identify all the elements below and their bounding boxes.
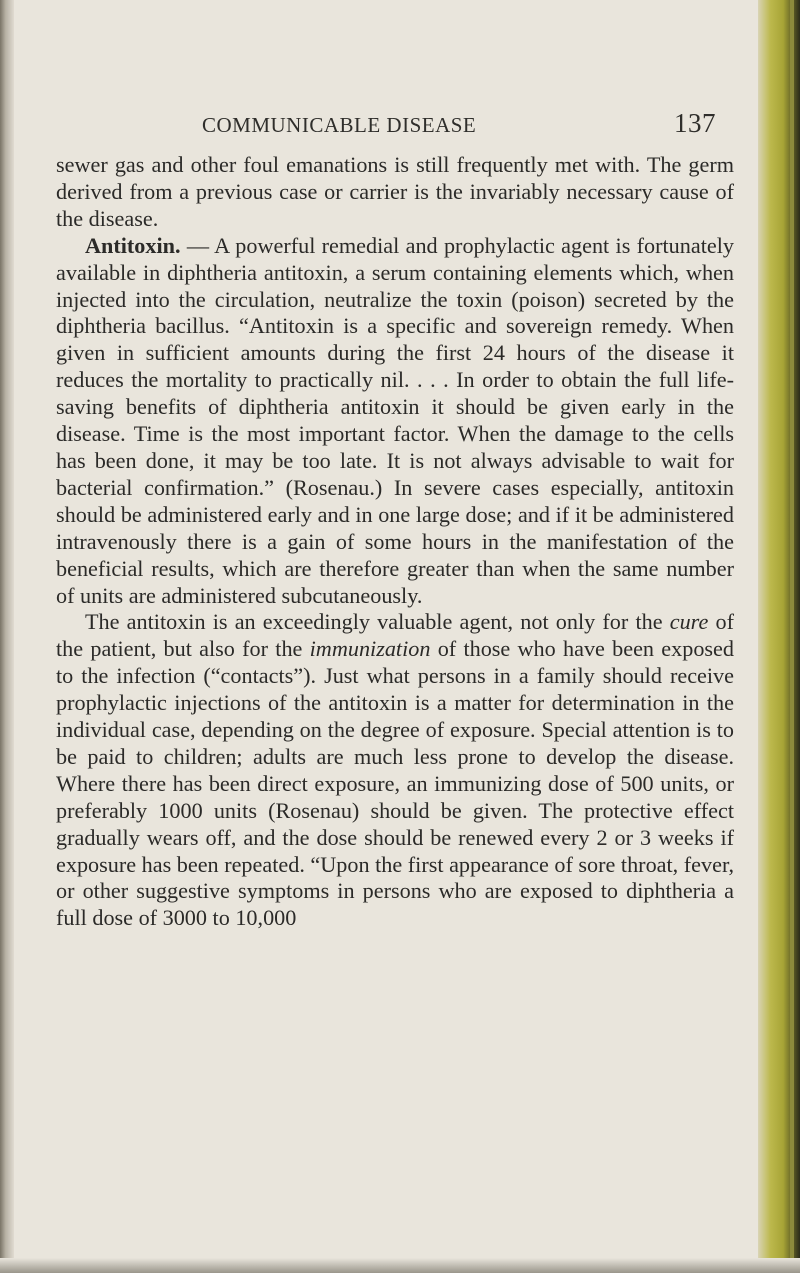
emphasis-cure: cure <box>669 609 709 635</box>
paragraph-continuation <box>56 152 734 233</box>
emphasis-immunization: immunization <box>309 636 431 662</box>
page-edge-line <box>790 0 794 1273</box>
paragraph-text: of those who have been exposed to the infection (“contacts”). Just what persons in a family should receive prophylactic injections of the antitoxin is a matter for determination in the individual case, depending on the degree of exposure. Special attention is to be paid to children; adults are much less prone to develop the disease. Where there has been direct exposure, an immunizing dose of 500 units, or preferably 1000 units (Rosenau) should be given. The protective effect gradually wears off, and the dose should be renewed every 2 or 3 weeks if exposure has been repeated. “Upon the first appearance of sore throat, fever, or other suggestive symptoms in persons who are exposed to diphtheria a full dose of 3000 to 10,000 <box>56 636 734 931</box>
paragraph-text: of the patient, but also for the <box>56 609 734 662</box>
paragraph-text: The antitoxin is an exceedingly valuable agent, not only for the <box>85 609 670 635</box>
running-head <box>202 108 722 139</box>
section-heading-antitoxin: Antitoxin. <box>85 232 181 258</box>
book-spine-shadow <box>0 0 14 1273</box>
paragraph-antitoxin <box>56 233 734 610</box>
paragraph-text: — A powerful remedial and prophylactic agent is fortunately available in diphtheria antitoxin, a serum containing elements which, when injected into the circulation, neutralize the toxin (poison) secreted by the diphtheria bacillus. “Antitoxin is a specific and sovereign remedy. When given in sufficient amounts during the first 24 hours of the disease it reduces the mortality to practically nil. . . . In order to obtain the full life-saving benefits of diphtheria antitoxin it should be given early in the disease. Time is the most important factor. When the damage to the cells has been done, it may be too late. It is not always advisable to wait for bacterial confirmation.” (Rosenau.) In severe cases especially, antitoxin should be administered early and in one large dose; and if it be administered intravenously there is a gain of some hours in the manifestation of the beneficial results, which are therefore greater than when the same number of units are administered subcutaneously. <box>56 232 734 608</box>
paragraph-text: sewer gas and other foul emanations is still frequently met with. The germ derived from a previous case or carrier is the invariably necessary cause of the disease. <box>56 152 734 231</box>
page-number: 137 <box>674 108 716 138</box>
body-text <box>56 152 734 932</box>
running-head-title: COMMUNICABLE DISEASE <box>202 113 477 137</box>
book-edge-bottom <box>0 1258 800 1273</box>
paragraph-immunization <box>56 609 734 932</box>
